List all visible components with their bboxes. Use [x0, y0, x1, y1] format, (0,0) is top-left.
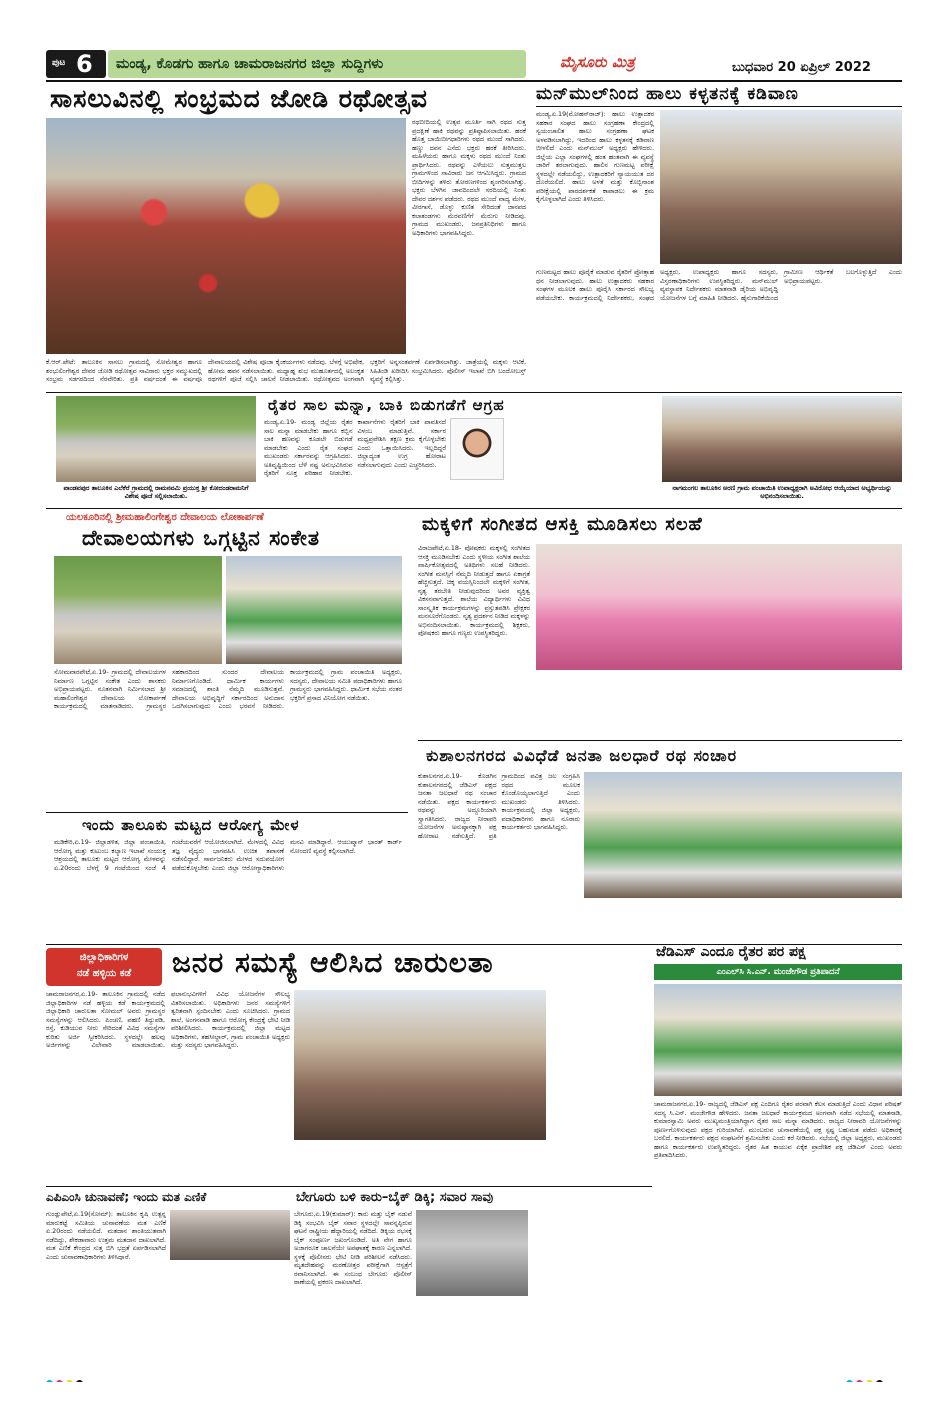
article-jds-body: ಚಾಮರಾಜನಗರ,ಏ.19- ರಾಜ್ಯದಲ್ಲಿ ಜೆಡಿಎಸ್ ಪಕ್ಷ ಎಂದಿಗೂ ರೈತರ ಪರವಾಗಿ ಕೆಲಸ ಮಾಡುತ್ತಿದೆ ಎಂದು ವಿಧಾನ ಪರಿಷತ್ ಸದಸ್ಯ ಸಿ.ಎನ್. ಮಂಜೇಗೌಡ ಹೇಳಿದರು. ಜನತಾ ಜಲಧಾರೆ ಕಾರ್ಯಕ್ರಮದ ಅಂಗವಾಗಿ ನಡೆದ ಸಭೆಯಲ್ಲಿ ಮಾತನಾಡಿ, ಕುಮಾರಸ್ವಾಮಿ ಅವರು ಮುಖ್ಯಮಂತ್ರಿಯಾಗಿದ್ದಾಗ ರೈತರ ಸಾಲ ಮನ್ನಾ ಮಾಡಿದರು. ರಾಜ್ಯದ ನೀರಾವರಿ ಯೋಜನೆಗಳನ್ನು ಪೂರ್ಣಗೊಳಿಸುವುದು ಪಕ್ಷದ ಗುರಿಯಾಗಿದೆ. ಮುಂಬರುವ ಚುನಾವಣೆಯಲ್ಲಿ ಪಕ್ಷ ಸ್ಪಷ್ಟ ಬಹುಮತ ಪಡೆದು ಅಧಿಕಾರಕ್ಕೆ ಬರಲಿದೆ. ಕಾರ್ಯಕರ್ತರು ಪಕ್ಷದ ಸಂಘಟನೆಗೆ ಶ್ರಮಿಸಬೇಕು ಎಂದು ಕರೆ ನೀಡಿದರು. ಸಭೆಯಲ್ಲಿ ಜಿಲ್ಲಾ ಅಧ್ಯಕ್ಷರು, ಮುಖಂಡರು ಹಾಗೂ ಕಾರ್ಯಕರ್ತರು ಉಪಸ್ಥಿತರಿದ್ದರು. ರೈತರ ಹಿತ ಕಾಯುವ ಏಕೈಕ ಪ್ರಾದೇಶಿಕ ಪಕ್ಷ ಜೆಡಿಎಸ್ ಎಂದು ಅವರು ಪ್ರತಿಪಾದಿಸಿದರು. — [654, 1100, 902, 1159]
divider-6 — [46, 1186, 652, 1187]
divider-2 — [46, 508, 902, 509]
article-health-fair-headline: ಇಂದು ತಾಲೂಕು ಮಟ್ಟದ ಆರೋಗ್ಯ ಮೇಳ — [82, 816, 300, 834]
article-accident — [294, 1188, 652, 1364]
article-music — [418, 512, 902, 740]
article-accident-body: ಬೇಗೂರು,ಏ.19(ಕುಮಾರ್): ಕಾರು ಮತ್ತು ಬೈಕ್ ನಡುವೆ ಡಿಕ್ಕಿ ಸಂಭವಿಸಿ ಬೈಕ್ ಸವಾರ ಸ್ಥಳದಲ್ಲೇ ಸಾವನ್ನಪ್ಪಿರುವ ಘಟನೆ ರಾಷ್ಟ್ರೀಯ ಹೆದ್ದಾರಿಯಲ್ಲಿ ನಡೆದಿದೆ. ಡಿಕ್ಕಿಯ ರಭಸಕ್ಕೆ ಬೈಕ್ ಸಂಪೂರ್ಣ ಜಖಂಗೊಂಡಿದೆ. ಅತಿ ವೇಗ ಹಾಗೂ ಅಜಾಗರೂಕ ಚಾಲನೆಯೇ ಅಪಘಾತಕ್ಕೆ ಕಾರಣ ಎನ್ನಲಾಗಿದೆ. ಸ್ಥಳಕ್ಕೆ ಪೊಲೀಸರು ಭೇಟಿ ನೀಡಿ ಪರಿಶೀಲನೆ ನಡೆಸಿದರು. ಮೃತದೇಹವನ್ನು ಮರಣೋತ್ತರ ಪರೀಕ್ಷೆಗಾಗಿ ಆಸ್ಪತ್ರೆಗೆ ರವಾನಿಸಲಾಗಿದೆ. ಈ ಸಂಬಂಧ ಬೇಗೂರು ಪೊಲೀಸ್ ಠಾಣೆಯಲ್ಲಿ ಪ್ರಕರಣ ದಾಖಲಾಗಿದೆ. — [294, 1210, 412, 1286]
farmers-loan-text: ಮಂಡ್ಯ,ಏ.19- ಮಂಡ್ಯ ಜಿಲ್ಲೆಯ ರೈತರ ಸಾಲ ಮನ್ನಾ ಮಾಡಬೇಕು ಹಾಗೂ ಕಬ್ಬಿನ ಬಾಕಿ ಹಣವನ್ನು ಕೂಡಲೇ ಬಿಡುಗಡೆ ಮಾಡಬೇಕು ಎಂದು ರೈತ ಸಂಘದ ಮುಖಂಡರು ಸರ್ಕಾರವನ್ನು ಆಗ್ರಹಿಸಿದರು. ಅತಿವೃಷ್ಟಿಯಿಂದ ಬೆಳೆ ನಷ್ಟ ಅನುಭವಿಸಿರುವ ರೈತರಿಗೆ ಸೂಕ್ತ ಪರಿಹಾರ ನೀಡಬೇಕು. ಕಾರ್ಖಾನೆಗಳು ರೈತರಿಗೆ ಬಾಕಿ ಪಾವತಿಸದೆ ವಿಳಂಬ ಮಾಡುತ್ತಿವೆ. ಸರ್ಕಾರ ಮಧ್ಯಪ್ರವೇಶಿಸಿ ತಕ್ಷಣ ಕ್ರಮ ಕೈಗೊಳ್ಳಬೇಕು ಎಂದು ಒತ್ತಾಯಿಸಿದರು. ಇಲ್ಲದಿದ್ದರೆ ಜಿಲ್ಲಾದ್ಯಂತ ಉಗ್ರ ಹೋರಾಟ ನಡೆಸಲಾಗುವುದು ಎಂದು ಎಚ್ಚರಿಸಿದರು. — [264, 418, 446, 477]
article-sasalu-body-bottom: ಕೆ.ಆರ್.ಪೇಟೆ: ತಾಲೂಕಿನ ಸಾಸಲು ಗ್ರಾಮದಲ್ಲಿ ಸೋಮೇಶ್ವರ ಹಾಗೂ ಶಂಭುಲಿಂಗೇಶ್ವರ ದೇವರ ಜೋಡಿ ರಥೋತ್ಸವ ಸಾವಿರಾರು ಭಕ್ತರ ಸಮ್ಮುಖದಲ್ಲಿ ಸಂಭ್ರಮ ಸಡಗರದಿಂದ ನೆರವೇರಿತು. ಪ್ರತಿ ವರ್ಷದಂತೆ ಈ ವರ್ಷವೂ ದೇವಾಲಯದಲ್ಲಿ ವಿಶೇಷ ಪೂಜಾ ಕೈಂಕರ್ಯಗಳು ನಡೆದವು. ಬೆಳಗ್ಗೆ ಅಭಿಷೇಕ, ಹೋಮ ಹವನ ನಡೆಸಲಾಯಿತು. ಮಧ್ಯಾಹ್ನ ಶುಭ ಮುಹೂರ್ತದಲ್ಲಿ ಅಲಂಕೃತ ರಥಗಳಿಗೆ ಪೂಜೆ ಸಲ್ಲಿಸಿ ಚಾಲನೆ ನೀಡಲಾಯಿತು. ರಥೋತ್ಸವದ ಅಂಗವಾಗಿ ಭಕ್ತರಿಗೆ ಅನ್ನಸಂತರ್ಪಣೆ ಏರ್ಪಡಿಸಲಾಗಿತ್ತು. ಜಾತ್ರೆಯಲ್ಲಿ ಮಕ್ಕಳು ಆಟಿಕೆ, ಸಿಹಿತಿಂಡಿ ಖರೀದಿಸಿ ಸಂಭ್ರಮಿಸಿದರು. ಪೊಲೀಸ್ ಇಲಾಖೆ ಬಿಗಿ ಬಂದೋಬಸ್ತ್ ವ್ಯವಸ್ಥೆ ಕಲ್ಪಿಸಿತ್ತು. — [46, 358, 526, 383]
registration-marks-left — [46, 1372, 126, 1382]
article-charulatha-body-2 — [294, 1144, 546, 1184]
article-jaladhare-headline: ಕುಶಾಲನಗರದ ವಿವಿಧೆಡೆ ಜನತಾ ಜಲಧಾರೆ ರಥ ಸಂಚಾರ — [426, 746, 738, 765]
badge-line-1: ಜಿಲ್ಲಾಧಿಕಾರಿಗಳ — [79, 952, 129, 963]
article-apmc-headline: ಎಪಿಎಂಸಿ ಚುನಾವಣೆ; ಇಂದು ಮತ ಎಣಿಕೆ — [46, 1190, 207, 1204]
rathotsava-photo — [46, 118, 406, 354]
article-jds — [654, 942, 902, 1362]
arani-photo — [662, 396, 902, 482]
article-accident-body-3 — [416, 1300, 528, 1364]
issue-date-text: ಬುಧವಾರ 20 ಏಪ್ರಿಲ್ 2022 — [732, 60, 871, 75]
section-title — [108, 50, 526, 78]
article-sasalu — [46, 84, 526, 390]
badge-line-2: ನಡೆ ಹಳ್ಳಿಯ ಕಡೆ — [76, 968, 132, 979]
page-number-tab — [46, 50, 106, 78]
caption-right: ನಾಗಮಂಗಲ ತಾಲೂಕಿನ ಅರಣಿ ಗ್ರಾಮ ಪಂಚಾಯಿತಿ ಉಪಾಧ್ಯಕ್ಷರಾಗಿ ಅವಿರೋಧ ಆಯ್ಕೆಯಾದ ಅಭ್ಯರ್ಥಿಯನ್ನು ಅಭಿನಂದಿಸಲಾಯಿತು. — [672, 484, 892, 500]
temple-photo-2 — [226, 556, 402, 664]
paper-logo — [560, 52, 720, 78]
paper-name: ಮೈಸೂರು ಮಿತ್ರ — [560, 53, 635, 71]
divider-1 — [46, 392, 902, 393]
section-title-text: ಮಂಡ್ಯ, ಕೊಡಗು ಹಾಗೂ ಚಾಮರಾಜನಗರ ಜಿಲ್ಲಾ ಸುದ್ದಿಗಳು — [116, 56, 384, 72]
issue-date — [732, 56, 902, 76]
article-apmc-body-b — [46, 1264, 290, 1364]
kodandarama-photo — [56, 396, 256, 482]
article-accident-headline: ಬೇಗೂರು ಬಳಿ ಕಾರು–ಬೈಕ್ ಡಿಕ್ಕಿ; ಸವಾರ ಸಾವು — [296, 1190, 494, 1205]
article-health-fair-body: ಮಡಿಕೇರಿ,ಏ.19- ಜಿಲ್ಲಾಡಳಿತ, ಜಿಲ್ಲಾ ಪಂಚಾಯಿತಿ, ಆರೋಗ್ಯ ಮತ್ತು ಕುಟುಂಬ ಕಲ್ಯಾಣ ಇಲಾಖೆ ಸಂಯುಕ್ತ ಆಶ್ರಯದಲ್ಲಿ ತಾಲೂಕು ಮಟ್ಟದ ಆರೋಗ್ಯ ಮೇಳವನ್ನು ಏ.20ರಂದು ಬೆಳಗ್ಗೆ 9 ಗಂಟೆಯಿಂದ ಸಂಜೆ 4 ಗಂಟೆಯವರೆಗೆ ಆಯೋಜಿಸಲಾಗಿದೆ. ಮೇಳದಲ್ಲಿ ವಿವಿಧ ತಜ್ಞ ವೈದ್ಯರು ಭಾಗವಹಿಸಿ ಉಚಿತ ತಪಾಸಣೆ ನಡೆಸಲಿದ್ದಾರೆ. ಸಾರ್ವಜನಿಕರು ಮೇಳದ ಸದುಪಯೋಗ ಪಡೆದುಕೊಳ್ಳಬೇಕು ಎಂದು ಜಿಲ್ಲಾ ಆರೋಗ್ಯಾಧಿಕಾರಿಗಳು ಮನವಿ ಮಾಡಿದ್ದಾರೆ. ಆಯುಷ್ಮಾನ್ ಭಾರತ್ ಕಾರ್ಡ್ ನೋಂದಣಿ ವ್ಯವಸ್ಥೆ ಕಲ್ಪಿಸಲಾಗಿದೆ. — [54, 838, 402, 872]
manmul-rule — [536, 106, 902, 107]
article-farmers-loan-body-a — [264, 418, 446, 506]
article-temple-headline: ದೇವಾಲಯಗಳು ಒಗ್ಗಟ್ಟಿನ ಸಂಕೇತ — [82, 526, 321, 550]
article-jaladhare — [418, 742, 902, 942]
article-farmers-loan-body-b — [508, 418, 654, 506]
article-charulatha-body-3 — [550, 990, 652, 1184]
dance-photo — [536, 544, 902, 670]
article-farmers-loan — [264, 394, 654, 506]
jaladhare-photo — [584, 772, 902, 898]
apmc-photo — [170, 1210, 290, 1260]
article-charulatha — [46, 946, 652, 1184]
article-jds-headline: ಜೆಡಿಎಸ್ ಎಂದೂ ರೈತರ ಪರ ಪಕ್ಷ — [656, 944, 806, 960]
article-manmul-body-bottom: ಗುಣಮಟ್ಟದ ಹಾಲು ಪೂರೈಕೆ ಮಾಡುವ ರೈತರಿಗೆ ಪ್ರೋತ್ಸಾಹ ಧನ ನೀಡಲಾಗುವುದು. ಹಾಲು ಉತ್ಪಾದಕರು ಸಹಕಾರ ಸಂಘಗಳ ಮೂಲಕ ಹಾಲು ಪೂರೈಸಿ ಸರ್ಕಾರದ ಸೌಲಭ್ಯ ಪಡೆಯಬೇಕು. ಕಾರ್ಯಕ್ರಮದಲ್ಲಿ ನಿರ್ದೇಶಕರು, ಸಂಘದ ಅಧ್ಯಕ್ಷರು, ಉಪಾಧ್ಯಕ್ಷರು ಹಾಗೂ ಸದಸ್ಯರು, ವಿಸ್ತರಣಾಧಿಕಾರಿಗಳು ಉಪಸ್ಥಿತರಿದ್ದರು. ಮನ್‌ಮುಲ್ ವ್ಯವಸ್ಥಾಪಕ ನಿರ್ದೇಶಕರು ಮಾತನಾಡಿ ಡೈರಿಯ ಅಭಿವೃದ್ಧಿ ಯೋಜನೆಗಳ ಬಗ್ಗೆ ಮಾಹಿತಿ ನೀಡಿದರು. ಹೈನುಗಾರಿಕೆಯಿಂದ ಗ್ರಾಮೀಣ ಆರ್ಥಿಕತೆ ಬಲಗೊಳ್ಳುತ್ತಿದೆ ಎಂದು ಅಭಿಪ್ರಾಯಪಟ್ಟರು. — [536, 268, 902, 302]
article-manmul-headline: ಮನ್‌ಮುಲ್‌ನಿಂದ ಹಾಲು ಕಳ್ಳತನಕ್ಕೆ ಕಡಿವಾಣ — [536, 84, 799, 104]
article-sasalu-headline: ಸಾಸಲುವಿನಲ್ಲಿ ಸಂಭ್ರಮದ ಜೋಡಿ ರಥೋತ್ಸವ — [50, 84, 428, 113]
divider-4 — [46, 812, 408, 813]
article-temple — [46, 510, 408, 810]
article-music-headline: ಮಕ್ಕಳಿಗೆ ಸಂಗೀತದ ಆಸಕ್ತಿ ಮೂಡಿಸಲು ಸಲಹೆ — [422, 514, 703, 535]
caption-left: ಪಾಂಡವಪುರ ತಾಲೂಕಿನ ಎಲೆಕೆರೆ ಗ್ರಾಮದಲ್ಲಿ ರಾಮನವಮಿ ಪ್ರಯುಕ್ತ ಶ್ರೀ ಕೋದಂಡರಾಮನಿಗೆ ವಿಶೇಷ ಪೂಜೆ ಸಲ್ಲಿಸಲಾಯಿತು. — [63, 484, 249, 500]
manmul-photo — [660, 110, 902, 264]
article-manmul — [536, 80, 902, 390]
page-number: 6 — [76, 50, 93, 78]
jds-photo — [654, 984, 902, 1096]
article-jaladhare-body: ಕುಶಾಲನಗರ,ಏ.19- ಕೊಡಗಿನ ಕುಶಾಲನಗರದಲ್ಲಿ ಜೆಡಿಎಸ್ ಪಕ್ಷದ ಜನತಾ ಜಲಧಾರೆ ರಥ ಸಂಚಾರ ನಡೆಯಿತು. ಪಕ್ಷದ ಕಾರ್ಯಕರ್ತರು ರಥವನ್ನು ಅದ್ದೂರಿಯಾಗಿ ಸ್ವಾಗತಿಸಿದರು. ರಾಜ್ಯದ ನೀರಾವರಿ ಯೋಜನೆಗಳ ಅನುಷ್ಠಾನಕ್ಕಾಗಿ ಪಕ್ಷ ಹೋರಾಟ ನಡೆಸುತ್ತಿದೆ. ಪ್ರತಿ ಗ್ರಾಮದಿಂದ ಪವಿತ್ರ ಜಲ ಸಂಗ್ರಹಿಸಿ ರಥದ ಮೂಲಕ ಕೊಂಡೊಯ್ಯಲಾಗುತ್ತಿದೆ ಎಂದು ಮುಖಂಡರು ತಿಳಿಸಿದರು. ಕಾರ್ಯಕ್ರಮದಲ್ಲಿ ಜಿಲ್ಲಾ ಅಧ್ಯಕ್ಷರು, ಪದಾಧಿಕಾರಿಗಳು ಹಾಗೂ ನೂರಾರು ಕಾರ್ಯಕರ್ತರು ಭಾಗವಹಿಸಿದ್ದರು. — [418, 772, 580, 840]
article-charulatha-body: ಚಾಮರಾಜನಗರ,ಏ.19- ತಾಲೂಕಿನ ಗ್ರಾಮದಲ್ಲಿ ನಡೆದ ಜಿಲ್ಲಾಧಿಕಾರಿಗಳ ನಡೆ ಹಳ್ಳಿಯ ಕಡೆ ಕಾರ್ಯಕ್ರಮದಲ್ಲಿ ಜಿಲ್ಲಾಧಿಕಾರಿ ಚಾರುಲತಾ ಸೋಮಲ್ ಅವರು ಗ್ರಾಮಸ್ಥರ ಸಮಸ್ಯೆಗಳನ್ನು ಆಲಿಸಿದರು. ಪಿಂಚಣಿ, ಪಹಣಿ ತಿದ್ದುಪಡಿ, ರಸ್ತೆ, ಕುಡಿಯುವ ನೀರು ಸೇರಿದಂತೆ ವಿವಿಧ ಸಮಸ್ಯೆಗಳ ಕುರಿತು ಅರ್ಜಿ ಸ್ವೀಕರಿಸಿದರು. ಸ್ಥಳದಲ್ಲೇ ಹಲವು ಅರ್ಜಿಗಳನ್ನು ವಿಲೇವಾರಿ ಮಾಡಲಾಯಿತು. ಫಲಾನುಭವಿಗಳಿಗೆ ವಿವಿಧ ಯೋಜನೆಗಳ ಸೌಲಭ್ಯ ವಿತರಿಸಲಾಯಿತು. ಅಧಿಕಾರಿಗಳು ಜನರ ಸಮಸ್ಯೆಗಳಿಗೆ ತ್ವರಿತವಾಗಿ ಸ್ಪಂದಿಸಬೇಕು ಎಂದು ಸೂಚಿಸಿದರು. ಗ್ರಾಮದ ಶಾಲೆ, ಅಂಗನವಾಡಿ ಹಾಗೂ ಆರೋಗ್ಯ ಕೇಂದ್ರಕ್ಕೆ ಭೇಟಿ ನೀಡಿ ಪರಿಶೀಲಿಸಿದರು. ಕಾರ್ಯಕ್ರಮದಲ್ಲಿ ಜಿಲ್ಲಾ ಮಟ್ಟದ ಅಧಿಕಾರಿಗಳು, ತಹಸೀಲ್ದಾರ್, ಗ್ರಾಮ ಪಂಚಾಯಿತಿ ಅಧ್ಯಕ್ಷರು ಮತ್ತು ಸದಸ್ಯರು ಭಾಗವಹಿಸಿದ್ದರು. — [46, 990, 290, 1049]
article-jds-subhead: ಎಂಎಲ್‌ಸಿ ಸಿ.ಎನ್. ಮಂಜೇಗೌಡ ಪ್ರತಿಪಾದನೆ — [716, 967, 840, 977]
accident-photo — [416, 1210, 528, 1296]
temple-photo-1 — [54, 556, 222, 664]
article-jaladhare-body-2 — [584, 902, 902, 942]
charulatha-photo — [294, 990, 546, 1140]
article-charulatha-headline: ಜನರ ಸಮಸ್ಯೆ ಆಲಿಸಿದ ಚಾರುಲತಾ — [172, 946, 494, 979]
article-apmc-body-a: ಗುಂಡ್ಲುಪೇಟೆ,ಏ.19(ಸೋಮ್): ತಾಲೂಕಿನ ಕೃಷಿ ಉತ್ಪನ್ನ ಮಾರುಕಟ್ಟೆ ಸಮಿತಿಯ ಚುನಾವಣೆಯ ಮತ ಎಣಿಕೆ ಏ.20ರಂದು ನಡೆಯಲಿದೆ. ಮತದಾನ ಶಾಂತಿಯುತವಾಗಿ ನಡೆದಿದ್ದು, ಶೇಕಡಾವಾರು ಉತ್ತಮ ಮತದಾನ ದಾಖಲಾಗಿದೆ. ಮತ ಎಣಿಕೆ ಕೇಂದ್ರದ ಸುತ್ತ ಬಿಗಿ ಭದ್ರತೆ ಏರ್ಪಡಿಸಲಾಗಿದೆ ಎಂದು ಚುನಾವಣಾಧಿಕಾರಿಗಳು ತಿಳಿಸಿದ್ದಾರೆ. — [46, 1210, 166, 1260]
article-music-body: ವಿರಾಜಪೇಟೆ,ಏ.18- ಪೋಷಕರು ಮಕ್ಕಳಲ್ಲಿ ಸಂಗೀತದ ಆಸಕ್ತಿ ಮೂಡಿಸಬೇಕು ಎಂದು ಸ್ಥಳೀಯ ಸಂಗೀತ ಶಾಲೆಯ ವಾರ್ಷಿಕೋತ್ಸವದಲ್ಲಿ ಅತಿಥಿಗಳು ಸಲಹೆ ನೀಡಿದರು. ಸಂಗೀತ ಮನಸ್ಸಿಗೆ ನೆಮ್ಮದಿ ನೀಡುತ್ತದೆ ಹಾಗೂ ಏಕಾಗ್ರತೆ ಹೆಚ್ಚಿಸುತ್ತದೆ. ಚಿಕ್ಕ ವಯಸ್ಸಿನಿಂದಲೇ ಮಕ್ಕಳಿಗೆ ಸಂಗೀತ, ನೃತ್ಯ ತರಬೇತಿ ನೀಡುವುದರಿಂದ ಅವರ ವ್ಯಕ್ತಿತ್ವ ವಿಕಸನವಾಗುತ್ತದೆ. ಶಾಲೆಯ ವಿದ್ಯಾರ್ಥಿಗಳು ವಿವಿಧ ಸಾಂಸ್ಕೃತಿಕ ಕಾರ್ಯಕ್ರಮಗಳನ್ನು ಪ್ರಸ್ತುತಪಡಿಸಿ ಪ್ರೇಕ್ಷಕರ ಮನಸೂರೆಗೊಂಡರು. ನೃತ್ಯ ಪ್ರದರ್ಶನ ನೀಡಿದ ಮಕ್ಕಳನ್ನು ಅಭಿನಂದಿಸಲಾಯಿತು. ಕಾರ್ಯಕ್ರಮದಲ್ಲಿ ಶಿಕ್ಷಕರು, ಪೋಷಕರು ಹಾಗೂ ಗಣ್ಯರು ಉಪಸ್ಥಿತರಿದ್ದರು. — [418, 544, 530, 637]
article-jds-subhead-bar — [654, 964, 902, 980]
article-temple-body: ಸೋಮವಾರಪೇಟೆ,ಏ.19- ಗ್ರಾಮದಲ್ಲಿ ದೇವಾಲಯಗಳ ನಿರ್ಮಾಣ ಒಗ್ಗಟ್ಟಿನ ಸಂಕೇತ ಎಂದು ಶಾಸಕರು ಅಭಿಪ್ರಾಯಪಟ್ಟರು. ನೂತನವಾಗಿ ನಿರ್ಮಿಸಲಾದ ಶ್ರೀ ಮಹಾಲಿಂಗೇಶ್ವರ ದೇವಾಲಯ ಲೋಕಾರ್ಪಣೆ ಕಾರ್ಯಕ್ರಮದಲ್ಲಿ ಮಾತನಾಡಿದರು. ಗ್ರಾಮಸ್ಥರ ಸಹಕಾರದಿಂದ ಸುಂದರ ದೇವಾಲಯ ನಿರ್ಮಾಣಗೊಂಡಿದೆ. ಧಾರ್ಮಿಕ ಕಾರ್ಯಗಳು ಸಮಾಜದಲ್ಲಿ ಶಾಂತಿ ನೆಮ್ಮದಿ ಮೂಡಿಸುತ್ತವೆ. ದೇವಾಲಯ ಅಭಿವೃದ್ಧಿಗೆ ಸರ್ಕಾರದಿಂದ ಅನುದಾನ ಒದಗಿಸಲಾಗುವುದು ಎಂದು ಭರವಸೆ ನೀಡಿದರು. ಕಾರ್ಯಕ್ರಮದಲ್ಲಿ ಗ್ರಾಮ ಪಂಚಾಯಿತಿ ಅಧ್ಯಕ್ಷರು, ಸದಸ್ಯರು, ದೇವಾಲಯ ಸಮಿತಿ ಪದಾಧಿಕಾರಿಗಳು ಹಾಗೂ ಗ್ರಾಮಸ್ಥರು ಭಾಗವಹಿಸಿದ್ದರು. ಧಾರ್ಮಿಕ ಸಭೆಯ ನಂತರ ಭಕ್ತರಿಗೆ ಪ್ರಸಾದ ವಿನಿಯೋಗ ನಡೆಯಿತು. — [54, 668, 402, 710]
page-label: ಪುಟ — [52, 58, 66, 68]
divider-3 — [418, 740, 902, 741]
article-farmers-loan-headline: ರೈತರ ಸಾಲ ಮನ್ನಾ, ಬಾಕಿ ಬಿಡುಗಡೆಗೆ ಆಗ್ರಹ — [268, 396, 505, 414]
article-temple-kicker: ಯಲಕೂರಿನಲ್ಲಿ ಶ್ರೀಮಹಾಲಿಂಗೇಶ್ವರ ದೇವಾಲಯ ಲೋಕಾರ್ಪಣೆ — [66, 512, 264, 523]
article-music-body-2 — [536, 674, 902, 740]
article-manmul-body-top: ಮಂಡ್ಯ,ಏ.19(ಮೋಹನ್‌ರಾಜ್): ಹಾಲು ಉತ್ಪಾದಕರ ಸಹಕಾರ ಸಂಘದ ಹಾಲು ಸಂಗ್ರಹಣಾ ಕೇಂದ್ರದಲ್ಲಿ ಸ್ವಯಂಚಾಲಿತ ಹಾಲು ಸಂಗ್ರಹಣಾ ಘಟಕ ಅಳವಡಿಸಲಾಗಿದ್ದು, ಇದರಿಂದ ಹಾಲು ಕಳ್ಳತನಕ್ಕೆ ಕಡಿವಾಣ ಬೀಳಲಿದೆ ಎಂದು ಮನ್‌ಮುಲ್ ಅಧ್ಯಕ್ಷರು ಹೇಳಿದರು. ಜಿಲ್ಲೆಯ ಎಲ್ಲಾ ಸಂಘಗಳಲ್ಲಿ ಹಂತ ಹಂತವಾಗಿ ಈ ವ್ಯವಸ್ಥೆ ಜಾರಿಗೆ ತರಲಾಗುವುದು. ಹಾಲಿನ ಗುಣಮಟ್ಟ ಪರೀಕ್ಷೆ ಸ್ಥಳದಲ್ಲೇ ನಡೆಯಲಿದ್ದು, ಉತ್ಪಾದಕರಿಗೆ ನ್ಯಾಯಯುತ ದರ ದೊರೆಯಲಿದೆ. ಹಾಲು ಅಳತೆ ಮತ್ತು ಕೊಬ್ಬಿನಾಂಶ ಪರೀಕ್ಷೆಯಲ್ಲಿ ಪಾರದರ್ಶಕತೆ ಕಾಪಾಡಲು ಈ ಕ್ರಮ ಕೈಗೊಳ್ಳಲಾಗಿದೆ ಎಂದು ತಿಳಿಸಿದರು. — [536, 110, 654, 203]
registration-marks-right — [846, 1372, 902, 1382]
article-apmc — [46, 1188, 290, 1364]
article-accident-body-2 — [532, 1210, 652, 1364]
article-health-fair — [46, 814, 408, 942]
article-sasalu-body-right: ರಥಬೀದಿಯಲ್ಲಿ ಉತ್ಸವ ಮೂರ್ತಿ ಸಾಗಿ ರಥದ ಸುತ್ತ ಪ್ರದಕ್ಷಿಣೆ ಹಾಕಿ ರಥವನ್ನು ಪ್ರತಿಷ್ಠಾಪಿಸಲಾಯಿತು. ಹರಕೆ ಹೊತ್ತ ಬಾಯಿಬೀಗಧಾರಿಗಳು ರಥದ ಮುಂದೆ ಸಾಗಿದರು. ಹಣ್ಣು ದವನ ಎಸೆದು ಭಕ್ತರು ಹರಕೆ ತೀರಿಸಿದರು. ಮಹಿಳೆಯರು ಹಾಗೂ ಮಕ್ಕಳು ರಥದ ಮುಂದೆ ನಿಂತು ಪ್ರಾರ್ಥಿಸಿದರು. ರಥವನ್ನು ಎಳೆಯಲು ಸುತ್ತಮುತ್ತಲ ಗ್ರಾಮಗಳಿಂದ ಸಾವಿರಾರು ಜನ ಆಗಮಿಸಿದ್ದರು. ಗ್ರಾಮದ ಬೀದಿಗಳನ್ನು ತಳಿರು ತೋರಣಗಳಿಂದ ಶೃಂಗರಿಸಲಾಗಿತ್ತು. ಭಕ್ತರು ಬೆಳಗಿನ ಜಾವದಿಂದಲೇ ಸರದಿಯಲ್ಲಿ ನಿಂತು ದೇವರ ದರ್ಶನ ಪಡೆದರು. ರಥದ ಮುಂದೆ ವಾದ್ಯ ಮೇಳ, ವೀರಗಾಸೆ, ಡೊಳ್ಳು ಕುಣಿತ ಸೇರಿದಂತೆ ಜಾನಪದ ಕಲಾತಂಡಗಳು ಮೆರವಣಿಗೆಗೆ ಮೆರುಗು ನೀಡಿದವು. ಗ್ರಾಮದ ಮುಖಂಡರು, ಜನಪ್ರತಿನಿಧಿಗಳು ಹಾಗೂ ಅಧಿಕಾರಿಗಳು ಭಾಗವಹಿಸಿದ್ದರು. — [412, 118, 526, 237]
column-badge — [46, 948, 162, 986]
leader-portrait — [450, 418, 504, 480]
